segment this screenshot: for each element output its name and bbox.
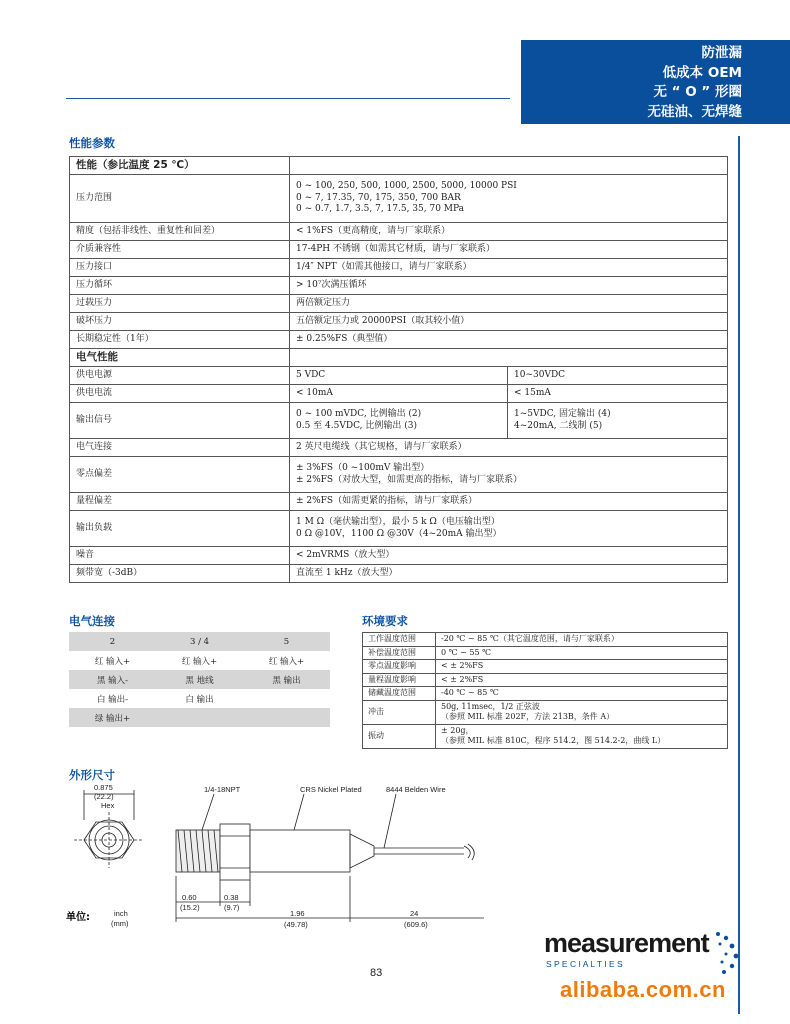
logo-main: measurement [544, 928, 709, 958]
spec-value: 2 英尺电缆线（其它规格，请与厂家联系） [290, 439, 728, 457]
spec-value: 五倍额定压力或 20000PSI（取其较小值） [290, 313, 728, 331]
env-value: -40 ℃ ~ 85 ℃ [436, 687, 728, 701]
table-cell: 黑 输入- [69, 670, 156, 689]
performance-table [69, 156, 728, 583]
spec-value: < 2mVRMS（放大型） [290, 547, 728, 565]
spec-label: 精度（包括非线性、重复性和回差） [70, 223, 290, 241]
spec-value: 0 ~ 100 mVDC, 比例输出 (2) 0.5 至 4.5VDC, 比例输出 (3) [290, 403, 508, 439]
env-label: 补偿温度范围 [363, 646, 436, 660]
spec-value-alt: 10~30VDC [508, 367, 728, 385]
table-row [363, 660, 728, 674]
dim-d4: 24 [410, 909, 419, 918]
table-row [363, 700, 728, 724]
env-value: 50g, 11msec，1/2 正弦波 （参照 MIL 标准 202F，方法 213B，条件 A） [436, 700, 728, 724]
table-row [70, 259, 728, 277]
header-feature-box [521, 40, 790, 124]
table-cell [243, 708, 330, 727]
env-value: 0 ℃ ~ 55 ℃ [436, 646, 728, 660]
table-cell [243, 689, 330, 708]
spec-label: 输出负载 [70, 511, 290, 547]
table-row [70, 367, 728, 385]
spec-label: 长期稳定性（1年） [70, 331, 290, 349]
table-cell [290, 157, 728, 175]
spec-value: 0 ~ 100, 250, 500, 1000, 2500, 5000, 10000 PSI 0 ~ 7, 17.35, 70, 175, 350, 700 BAR 0 ~ 0.7, 1.7, 3.5, 7, 17.5, 35, 70 MPa [290, 175, 728, 223]
env-label: 储藏温度范围 [363, 687, 436, 701]
table-row [69, 689, 330, 708]
table-row [69, 632, 330, 651]
wire-label: 8444 Belden Wire [386, 785, 446, 794]
table-cell: 5 [243, 632, 330, 651]
table-cell: 黑 输出 [243, 670, 330, 689]
table-row [70, 223, 728, 241]
table-row [363, 687, 728, 701]
env-value: -20 ℃ ~ 85 ℃（其它温度范围，请与厂家联系） [436, 633, 728, 647]
table-cell: 红 输入+ [243, 651, 330, 670]
spec-label: 过载压力 [70, 295, 290, 313]
environment-title: 环境要求 [362, 614, 408, 628]
table-cell: 黑 地线 [156, 670, 243, 689]
table-row [69, 708, 330, 727]
env-value: ± 20g， （参照 MIL 标准 810C，程序 514.2，图 514.2-2，曲线 L） [436, 724, 728, 748]
spec-label: 介质兼容性 [70, 241, 290, 259]
table-cell: 红 输入+ [156, 651, 243, 670]
watermark: alibaba.com.cn [560, 977, 726, 1002]
right-margin-rule [738, 136, 740, 1014]
header-line: 低成本 OEM [662, 64, 742, 81]
spec-value: 直流至 1 kHz（放大型） [290, 565, 728, 583]
table-row [70, 547, 728, 565]
table-row [70, 493, 728, 511]
dim-hex-top: 0.875 [94, 783, 113, 792]
spec-value: 1/4″ NPT（如需其他接口，请与厂家联系） [290, 259, 728, 277]
spec-label: 量程偏差 [70, 493, 290, 511]
table-row [70, 277, 728, 295]
table-row [363, 673, 728, 687]
spec-label: 零点偏差 [70, 457, 290, 493]
table-cell [290, 349, 728, 367]
spec-value: ± 3%FS（0 ~100mV 输出型） ± 2%FS（对放大型，如需更高的指标，请与厂家联系） [290, 457, 728, 493]
dim-d3: 1.96 [290, 909, 305, 918]
table-cell: 白 输出 [156, 689, 243, 708]
dim-d1: 0.60 [182, 893, 197, 902]
table-cell: 红 输入+ [69, 651, 156, 670]
env-label: 振动 [363, 724, 436, 748]
table-cell: 白 输出- [69, 689, 156, 708]
table-row [69, 670, 330, 689]
dim-d3-mm: (49.78) [284, 920, 308, 929]
spec-value-alt: 1~5VDC, 固定输出 (4) 4~20mA, 二线制 (5) [508, 403, 728, 439]
table-row [70, 175, 728, 223]
spec-label: 供电电流 [70, 385, 290, 403]
body-label: CRS Nickel Plated [300, 785, 362, 794]
header-line: 无硅油、无焊缝 [647, 103, 742, 120]
env-label: 量程温度影响 [363, 673, 436, 687]
logo-sub: S P E C I A L T I E S [546, 959, 623, 969]
header-line: 无 “ O ” 形圈 [653, 84, 742, 100]
dim-d4-mm: (609.6) [404, 920, 428, 929]
performance-title: 性能参数 [69, 136, 115, 150]
group-label: 性能（参比温度 25 ℃） [70, 157, 290, 175]
dim-d2-mm: (9.7) [224, 903, 240, 912]
spec-value: ± 0.25%FS（典型值） [290, 331, 728, 349]
dim-d2: 0.38 [224, 893, 239, 902]
env-value: < ± 2%FS [436, 660, 728, 674]
dim-hex-label: Hex [101, 801, 115, 810]
env-value: < ± 2%FS [436, 673, 728, 687]
table-row [70, 457, 728, 493]
table-cell: 2 [69, 632, 156, 651]
table-row [70, 565, 728, 583]
table-row [70, 349, 728, 367]
table-row [70, 403, 728, 439]
spec-label: 输出信号 [70, 403, 290, 439]
spec-value: < 1%FS（更高精度，请与厂家联系） [290, 223, 728, 241]
spec-label: 供电电源 [70, 367, 290, 385]
unit-label: 单位: [66, 912, 90, 923]
logo-dots-icon [712, 928, 744, 978]
page-number: 83 [370, 967, 383, 979]
table-row [363, 646, 728, 660]
spec-value: < 10mA [290, 385, 508, 403]
side-view [176, 794, 484, 922]
spec-label: 电气连接 [70, 439, 290, 457]
group-label: 电气性能 [70, 349, 290, 367]
table-cell: 绿 输出+ [69, 708, 156, 727]
env-label: 工作温度范围 [363, 633, 436, 647]
table-row [70, 157, 728, 175]
dim-hex-top-mm: (22.2) [94, 792, 114, 801]
spec-value: 17-4PH 不锈钢（如需其它材质，请与厂家联系） [290, 241, 728, 259]
table-row [70, 439, 728, 457]
unit-mm: (mm) [111, 919, 129, 928]
spec-label: 破坏压力 [70, 313, 290, 331]
environment-table [362, 632, 728, 749]
spec-label: 压力循环 [70, 277, 290, 295]
electrical-connection-table [69, 632, 330, 727]
table-row [70, 385, 728, 403]
table-row [70, 331, 728, 349]
dimensions-title: 外形尺寸 [69, 768, 115, 782]
table-row [70, 295, 728, 313]
spec-value: > 10⁷次满压循环 [290, 277, 728, 295]
env-label: 冲击 [363, 700, 436, 724]
electrical-connection-title: 电气连接 [69, 614, 115, 628]
spec-label: 噪音 [70, 547, 290, 565]
table-row [70, 511, 728, 547]
spec-label: 频带宽（-3dB） [70, 565, 290, 583]
table-row [363, 724, 728, 748]
outline-drawing [64, 780, 524, 940]
spec-value: ± 2%FS（如需更紧的指标，请与厂家联系） [290, 493, 728, 511]
dim-d1-mm: (15.2) [180, 903, 200, 912]
unit-inch: inch [114, 909, 128, 918]
spec-value: 1 M Ω（毫伏输出型），最小 5 k Ω（电压输出型） 0 Ω @10V，1100 Ω @30V（4~20mA 输出型） [290, 511, 728, 547]
spec-label: 压力范围 [70, 175, 290, 223]
table-cell [156, 708, 243, 727]
spec-value: 两倍额定压力 [290, 295, 728, 313]
spec-value-alt: < 15mA [508, 385, 728, 403]
env-label: 零点温度影响 [363, 660, 436, 674]
header-divider [66, 98, 510, 99]
table-cell: 3 / 4 [156, 632, 243, 651]
thread-label: 1/4-18NPT [204, 785, 241, 794]
spec-value: 5 VDC [290, 367, 508, 385]
table-row [70, 241, 728, 259]
table-row [70, 313, 728, 331]
header-line: 防泄漏 [701, 45, 742, 61]
table-row [69, 651, 330, 670]
table-row [363, 633, 728, 647]
spec-label: 压力接口 [70, 259, 290, 277]
